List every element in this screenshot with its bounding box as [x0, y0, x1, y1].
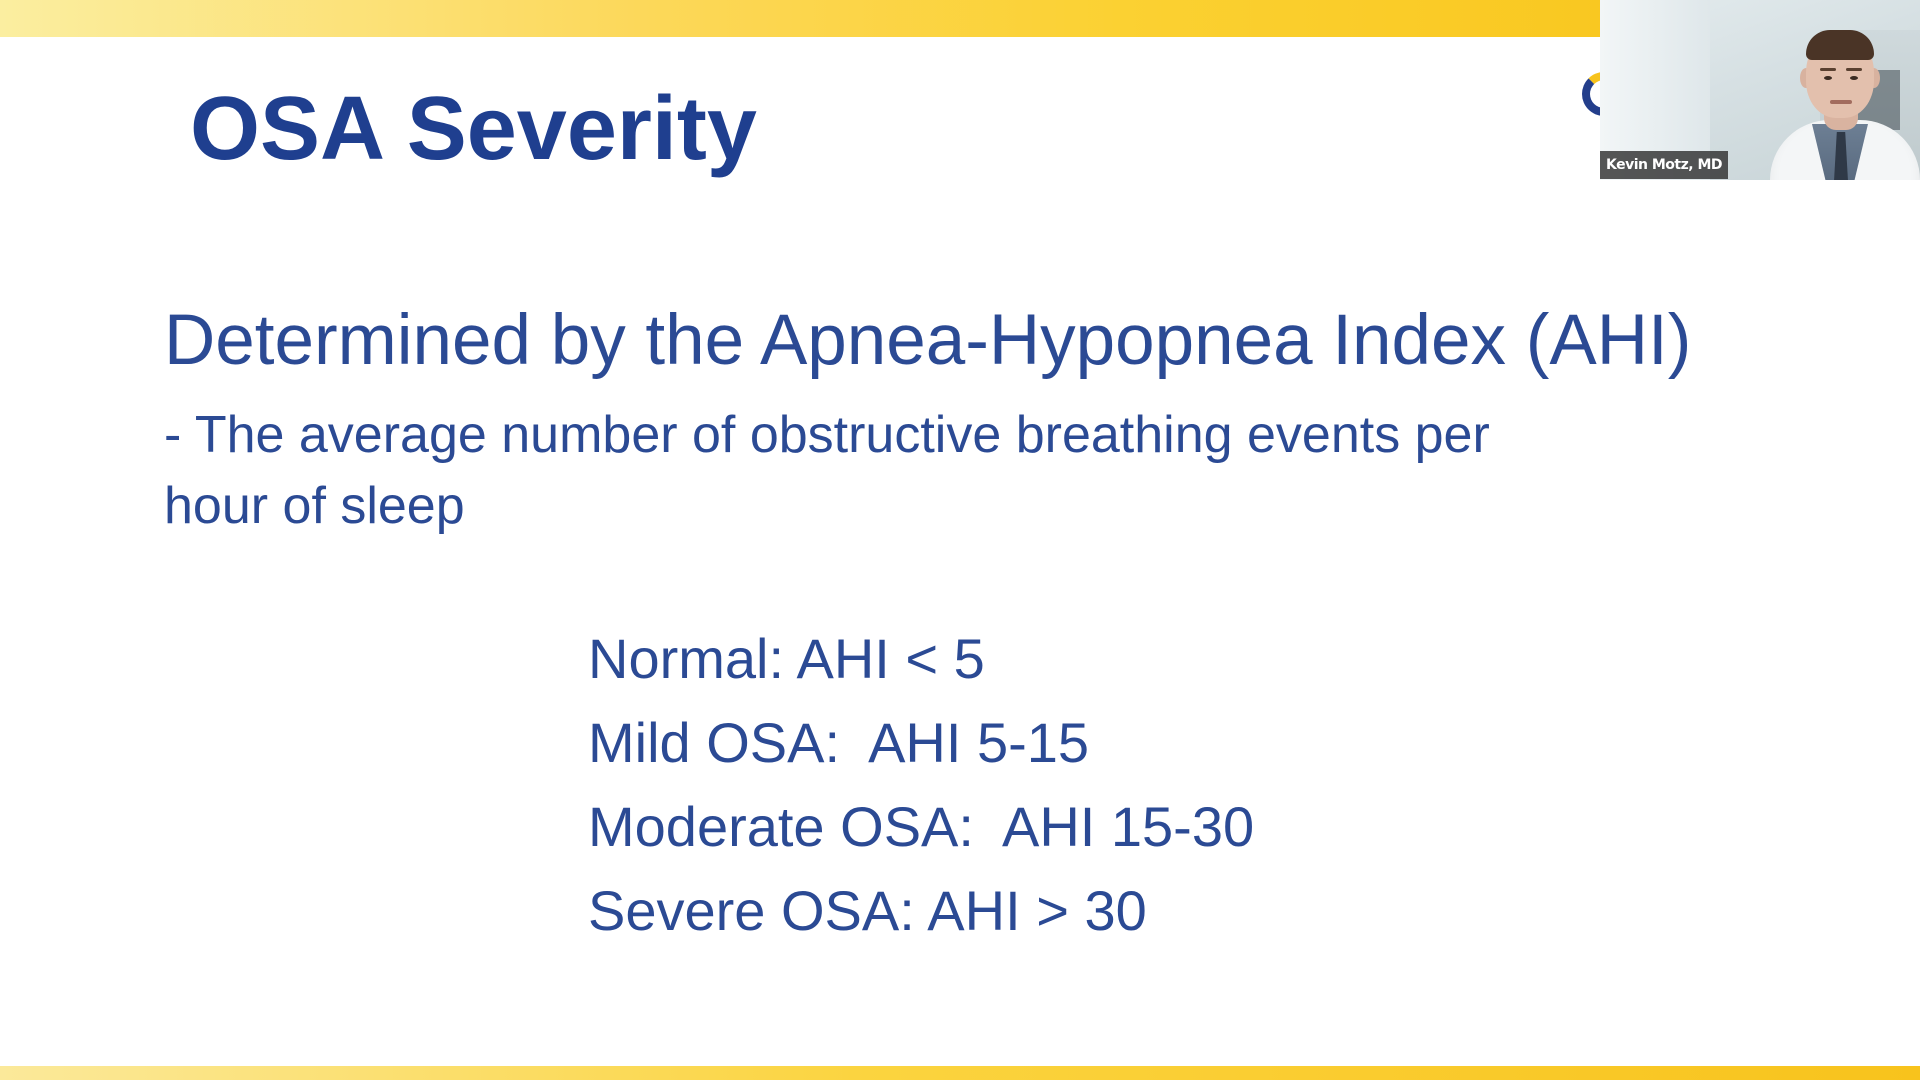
definition-line-2: hour of sleep — [164, 477, 465, 535]
participant-name-tag: Kevin Motz, MD — [1600, 151, 1728, 179]
slide-headline: Determined by the Apnea-Hypopnea Index (AHI) — [164, 301, 1692, 380]
severity-mild: Mild OSA: AHI 5-15 — [588, 711, 1090, 774]
slide-title: OSA Severity — [190, 79, 757, 179]
severity-severe: Severe OSA: AHI > 30 — [588, 879, 1147, 942]
participant-figure — [1750, 20, 1920, 180]
bottom-gold-band — [0, 1066, 1920, 1080]
definition-line-1: - The average number of obstructive breathing events per — [164, 406, 1490, 464]
severity-normal: Normal: AHI < 5 — [588, 627, 985, 690]
participant-video-tile[interactable] — [1600, 0, 1920, 180]
severity-list — [588, 627, 1254, 963]
severity-moderate: Moderate OSA: AHI 15-30 — [588, 795, 1255, 858]
top-gold-band — [0, 0, 1600, 37]
